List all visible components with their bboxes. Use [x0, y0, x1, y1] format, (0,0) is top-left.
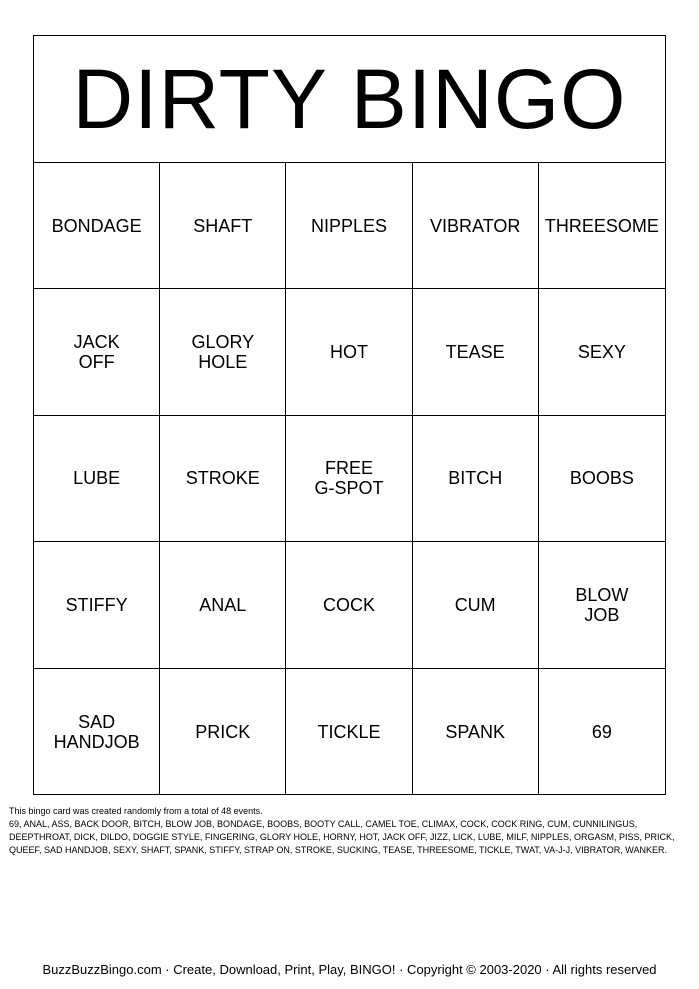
bingo-cell: SAD HANDJOB: [34, 669, 160, 795]
bingo-cell: SPANK: [413, 669, 539, 795]
card-info-events: 69, ANAL, ASS, BACK DOOR, BITCH, BLOW JOB, BONDAGE, BOOBS, BOOTY CALL, CAMEL TOE, CLIMAX, COCK, COCK RING, CUM, CUNNILINGUS, DEEPTHROAT, DICK, DILDO, DOGGIE STYLE, FINGERING, GLORY HOLE, HORNY, HOT, JACK OFF, JIZZ, LICK, LUBE, MILF, NIPPLES, ORGASM, PISS, PRICK, QUEEF, SAD HANDJOB, SEXY, SHAFT, SPANK, STIFFY, STRAP ON, STROKE, SUCKING, TEASE, THREESOME, TICKLE, TWAT, VA-J-J, VIBRATOR, WANKER.: [9, 819, 675, 855]
bingo-cell: LUBE: [34, 416, 160, 542]
card-info-summary: This bingo card was created randomly from a total of 48 events.: [9, 806, 263, 816]
bingo-cell: COCK: [286, 542, 412, 668]
bingo-cell: ANAL: [160, 542, 286, 668]
card-info: [9, 805, 679, 857]
footer-copyright: BuzzBuzzBingo.com · Create, Download, Print, Play, BINGO! · Copyright © 2003-2020 · All rights reserved: [42, 962, 657, 977]
bingo-cell: PRICK: [160, 669, 286, 795]
bingo-cell: CUM: [413, 542, 539, 668]
bingo-cell: BONDAGE: [34, 163, 160, 289]
bingo-cell-free: FREE G-SPOT: [286, 416, 412, 542]
bingo-cell: SEXY: [539, 289, 665, 415]
bingo-cell: SHAFT: [160, 163, 286, 289]
bingo-cell: JACK OFF: [34, 289, 160, 415]
bingo-cell: TICKLE: [286, 669, 412, 795]
bingo-cell: 69: [591, 721, 612, 742]
bingo-cell: BLOW JOB: [539, 542, 665, 668]
bingo-cell: STIFFY: [34, 542, 160, 668]
bingo-cell: HOT: [286, 289, 412, 415]
bingo-cell: BITCH: [413, 416, 539, 542]
bingo-card: [33, 35, 666, 795]
card-title: DIRTY BINGO: [34, 36, 665, 163]
bingo-cell: VIBRATOR: [413, 163, 539, 289]
bingo-cell: STROKE: [160, 416, 286, 542]
bingo-cell: NIPPLES: [286, 163, 412, 289]
bingo-cell: THREESOME: [539, 163, 665, 289]
bingo-cell: GLORY HOLE: [160, 289, 286, 415]
bingo-cell: BOOBS: [539, 416, 665, 542]
bingo-grid: [34, 163, 665, 795]
bingo-cell: TEASE: [413, 289, 539, 415]
